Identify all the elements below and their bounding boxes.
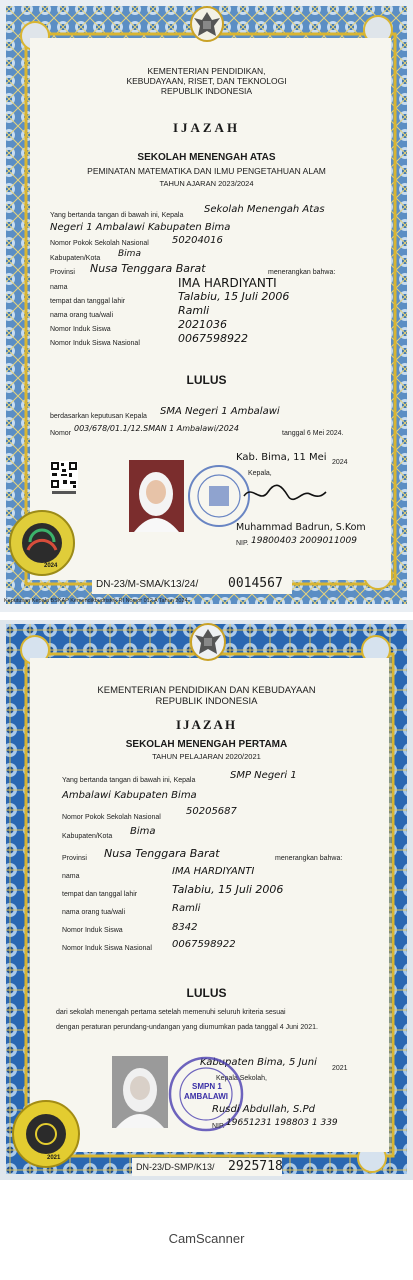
nip-value: 19651231 198803 1 339: [226, 1118, 338, 1128]
garuda-emblem-icon: [190, 622, 226, 662]
berdasarkan-value: SMA Negeri 1 Ambalawi: [160, 406, 280, 417]
nisn-label: Nomor Induk Siswa Nasional: [62, 945, 152, 952]
npsn-value: 50204016: [172, 235, 223, 246]
nip-label: NIP.: [212, 1123, 225, 1130]
student-photo: [129, 460, 184, 532]
garuda-emblem-icon: [190, 6, 224, 42]
nomor-value: 003/678/01.1/12.SMAN 1 Ambalawi/2024: [74, 424, 239, 433]
npsn-label: Nomor Pokok Sekolah Nasional: [50, 240, 149, 247]
ttl-value: Talabiu, 15 Juli 2006: [172, 883, 284, 896]
menerangkan-text: menerangkan bahwa:: [275, 855, 343, 862]
place-year: 2024: [332, 459, 348, 466]
place-date: Kabupaten Bima, 5 Juni: [200, 1057, 317, 1068]
statement-line-2: dengan peraturan perundang-undangan yang diumumkan pada tanggal 4 Juni 2021.: [56, 1024, 318, 1031]
nisn-label: Nomor Induk Siswa Nasional: [50, 340, 140, 347]
provinsi-label: Provinsi: [62, 855, 87, 862]
signer-name: Muhammad Badrun, S.Kom: [236, 522, 366, 533]
kabupaten-label: Kabupaten/Kota: [62, 833, 113, 840]
berdasarkan-label: berdasarkan keputusan Kepala: [50, 413, 147, 420]
serial-prefix: DN-23/D-SMP/K13/: [136, 1162, 215, 1172]
nama-value: IMA HARDIYANTI: [178, 276, 277, 290]
ministry-line-1: KEMENTERIAN PENDIDIKAN DAN KEBUDAYAAN: [97, 685, 316, 696]
ortu-label: nama orang tua/wali: [50, 312, 114, 319]
nip-value: 19800403 2009011009: [251, 536, 357, 546]
hologram-seal-icon: [10, 1098, 82, 1170]
place-year: 2021: [332, 1065, 348, 1072]
signer-name: Rusdi Abdullah, S.Pd: [212, 1104, 315, 1115]
student-photo: [112, 1056, 168, 1128]
ministry-line-2: KEBUDAYAAN, RISET, DAN TEKNOLOGI: [126, 76, 287, 86]
ministry-heading: [0, 685, 413, 707]
lulus-heading: LULUS: [186, 986, 227, 1000]
qr-code-icon: [50, 461, 78, 495]
nomor-label: Nomor: [50, 430, 72, 437]
kepala-label: Kepala Sekolah,: [216, 1075, 267, 1082]
ortu-label: nama orang tua/wali: [62, 909, 126, 916]
bottom-note: Keputusan Kepala BSKAP Kemendikbudristek RI Nomor 012 A Tahun 2024: [4, 598, 188, 604]
serial-box: [92, 576, 292, 594]
kabupaten-value: Bima: [118, 249, 141, 259]
document-title: IJAZAH: [172, 120, 241, 135]
peminatan: PEMINATAN MATEMATIKA DAN ILMU PENGETAHUAN ALAM: [87, 166, 326, 176]
npsn-value: 50205687: [186, 806, 237, 817]
kabupaten-value: Bima: [130, 826, 156, 837]
scanner-footer: [0, 1180, 413, 1280]
provinsi-value: Nusa Tenggara Barat: [104, 847, 220, 860]
school-type: SEKOLAH MENENGAH PERTAMA: [125, 739, 288, 750]
document-title: IJAZAH: [175, 717, 238, 732]
ortu-value: Ramli: [172, 903, 201, 914]
ijazah-sma: [0, 0, 413, 612]
serial-number: 0014567: [228, 576, 283, 591]
camscanner-watermark: CamScanner: [168, 1231, 245, 1246]
menerangkan-text: menerangkan bahwa:: [268, 269, 336, 276]
nis-value: 8342: [172, 922, 198, 933]
academic-year: TAHUN AJARAN 2023/2024: [159, 179, 254, 188]
ijazah-smp: [0, 620, 413, 1180]
school-name-line-2: Negeri 1 Ambalawi Kabupaten Bima: [50, 222, 231, 233]
nama-label: nama: [62, 873, 80, 880]
kepala-label: Kepala,: [248, 470, 272, 477]
nis-label: Nomor Induk Siswa: [62, 927, 123, 934]
hologram-year: 2021: [47, 1155, 61, 1161]
ortu-value: Ramli: [178, 304, 210, 317]
provinsi-value: Nusa Tenggara Barat: [90, 262, 206, 275]
place-date: Kab. Bima, 11 Mei: [236, 452, 327, 463]
lulus-heading: LULUS: [186, 373, 227, 387]
kabupaten-label: Kabupaten/Kota: [50, 255, 101, 262]
intro-text: Yang bertanda tangan di bawah ini, Kepala: [62, 777, 196, 784]
serial-prefix: DN-23/M-SMA/K13/24/: [96, 579, 199, 590]
nisn-value: 0067598922: [172, 939, 236, 950]
hologram-year: 2024: [44, 563, 58, 569]
school-name-line-1: Sekolah Menengah Atas: [204, 204, 325, 215]
serial-number: 2925718: [228, 1159, 283, 1174]
statement-line-1: dari sekolah menengah pertama setelah memenuhi seluruh kriteria sesuai: [56, 1009, 286, 1016]
nama-label: nama: [50, 284, 68, 291]
school-name-line-2: Ambalawi Kabupaten Bima: [62, 790, 197, 801]
school-type: SEKOLAH MENENGAH ATAS: [137, 152, 276, 163]
nama-value: IMA HARDIYANTI: [172, 866, 255, 877]
nis-value: 2021036: [178, 318, 227, 331]
stamp-text-1: SMPN 1: [192, 1082, 222, 1091]
ministry-heading: [0, 66, 413, 96]
ttl-label: tempat dan tanggal lahir: [62, 891, 138, 898]
nomor-date: tanggal 6 Mei 2024.: [282, 430, 344, 437]
npsn-label: Nomor Pokok Sekolah Nasional: [62, 814, 161, 821]
nisn-value: 0067598922: [178, 332, 248, 345]
ttl-label: tempat dan tanggal lahir: [50, 298, 126, 305]
serial-box: [132, 1158, 282, 1176]
hologram-seal-icon: [6, 508, 78, 578]
stamp-text-2: AMBALAWI: [184, 1092, 228, 1101]
nip-label: NIP.: [236, 540, 249, 547]
nis-label: Nomor Induk Siswa: [50, 326, 111, 333]
academic-year: TAHUN PELAJARAN 2020/2021: [152, 752, 261, 761]
school-name-line-1: SMP Negeri 1: [230, 770, 297, 781]
ministry-line-1: KEMENTERIAN PENDIDIKAN,: [147, 66, 266, 76]
provinsi-label: Provinsi: [50, 269, 75, 276]
signature-icon: [240, 482, 330, 506]
intro-text: Yang bertanda tangan di bawah ini, Kepala: [50, 212, 184, 219]
ministry-line-3: REPUBLIK INDONESIA: [160, 86, 253, 96]
ministry-line-2: REPUBLIK INDONESIA: [155, 696, 258, 707]
ttl-value: Talabiu, 15 Juli 2006: [178, 290, 290, 303]
